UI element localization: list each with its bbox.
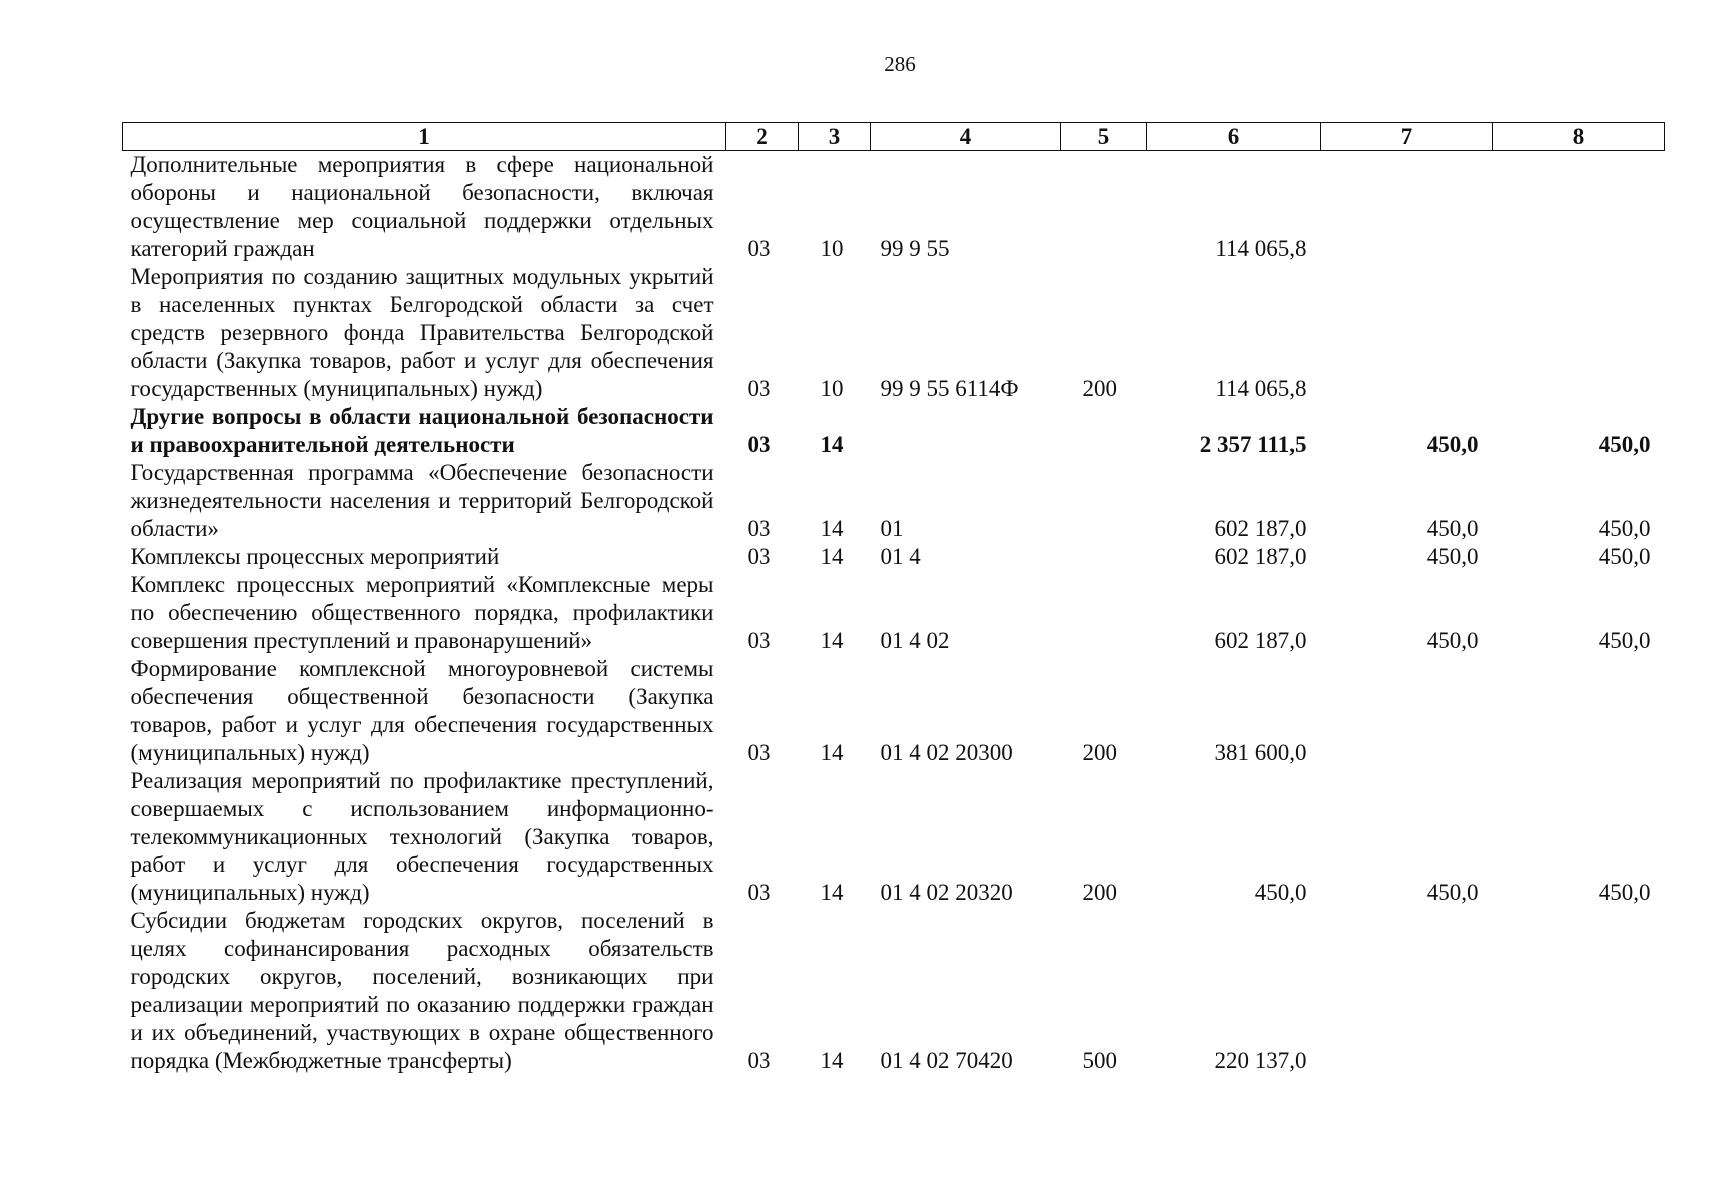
row-section: 03 [747, 740, 771, 765]
row-target-article: 99 9 55 [880, 236, 950, 261]
row-name: Комплекс процессных мероприятий «Комплексные меры по обеспечению общественного порядка, профилактики совершения преступлений и правонарушений» [130, 572, 714, 653]
header-row [123, 123, 1665, 151]
page-number: 286 [884, 52, 916, 76]
row-amount-col7: 450,0 [1426, 516, 1479, 541]
row-name: Реализация мероприятий по профилактике преступлений, совершаемых с использованием информационно-телекоммуникационных технологий (Закупка товаров, работ и услуг для обеспечения государственных (муниципальных) нужд) [130, 768, 714, 905]
row-amount-col6: 450,0 [1254, 880, 1307, 905]
table-row [123, 655, 1665, 767]
row-section: 03 [747, 628, 771, 653]
row-amount-col6: 602 187,0 [1214, 544, 1307, 569]
row-name: Другие вопросы в области национальной безопасности и правоохранительной деятельности [130, 404, 714, 457]
table-row [123, 151, 1665, 264]
header-col-2: 2 [726, 123, 799, 151]
row-amount-col7 [1321, 907, 1493, 1075]
row-subsection: 10 [820, 236, 844, 261]
row-amount-col6: 602 187,0 [1214, 516, 1307, 541]
row-expense-type: 200 [1082, 880, 1117, 905]
row-target-article: 01 4 02 20300 [880, 740, 1013, 765]
row-section: 03 [747, 236, 771, 261]
row-section: 03 [747, 516, 771, 541]
row-amount-col7 [1321, 655, 1493, 767]
row-subsection: 14 [820, 544, 844, 569]
header-col-8: 8 [1493, 123, 1665, 151]
row-expense-type: 500 [1082, 1048, 1117, 1073]
table-row [123, 907, 1665, 1075]
row-expense-type: 200 [1082, 376, 1117, 401]
row-subsection: 14 [820, 628, 844, 653]
row-expense-type [1061, 151, 1147, 264]
row-subsection: 10 [820, 376, 844, 401]
row-amount-col8: 450,0 [1598, 544, 1651, 569]
row-section: 03 [747, 376, 771, 401]
row-expense-type: 200 [1082, 740, 1117, 765]
row-subsection: 14 [820, 1048, 844, 1073]
row-amount-col6: 2 357 111,5 [1199, 432, 1307, 457]
row-target-article: 01 4 02 20320 [880, 880, 1013, 905]
row-target-article: 01 4 [880, 544, 921, 569]
row-amount-col7: 450,0 [1426, 544, 1479, 569]
table-row [123, 263, 1665, 403]
row-name: Субсидии бюджетам городских округов, поселений в целях софинансирования расходных обязательств городских округов, поселений, возникающих при реализации мероприятий по оказанию поддержки граждан и их объединений, участвующих в охране общественного порядка (Межбюджетные трансферты) [130, 908, 714, 1073]
table-row [123, 571, 1665, 655]
row-target-article: 01 [880, 516, 904, 541]
table-header [123, 123, 1665, 151]
header-col-5: 5 [1061, 123, 1147, 151]
row-expense-type [1061, 571, 1147, 655]
table-body [123, 151, 1665, 1076]
budget-page [122, 122, 1664, 1075]
row-target-article: 99 9 55 6114Ф [880, 376, 1019, 401]
row-name: Дополнительные мероприятия в сфере национальной обороны и национальной безопасности, включая осуществление мер социальной поддержки отдельных категорий граждан [130, 152, 714, 261]
row-amount-col6: 381 600,0 [1214, 740, 1307, 765]
row-section: 03 [747, 432, 771, 457]
row-amount-col6: 220 137,0 [1214, 1048, 1307, 1073]
row-target-article [871, 403, 1061, 459]
row-name: Комплексы процессных мероприятий [130, 544, 500, 569]
row-amount-col7 [1321, 151, 1493, 264]
row-amount-col7 [1321, 263, 1493, 403]
row-expense-type [1061, 459, 1147, 543]
row-subsection: 14 [820, 740, 844, 765]
row-amount-col6: 602 187,0 [1214, 628, 1307, 653]
row-amount-col8: 450,0 [1598, 432, 1651, 457]
row-target-article: 01 4 02 70420 [880, 1048, 1013, 1073]
row-amount-col8 [1493, 263, 1665, 403]
row-target-article: 01 4 02 [880, 628, 950, 653]
row-section: 03 [747, 544, 771, 569]
row-amount-col6: 114 065,8 [1215, 236, 1307, 261]
header-col-7: 7 [1321, 123, 1493, 151]
header-col-3: 3 [799, 123, 871, 151]
table-row [123, 767, 1665, 907]
row-subsection: 14 [820, 432, 844, 457]
row-amount-col7: 450,0 [1426, 432, 1479, 457]
row-amount-col8 [1493, 655, 1665, 767]
row-amount-col8: 450,0 [1598, 516, 1651, 541]
row-amount-col8: 450,0 [1598, 880, 1651, 905]
row-amount-col8 [1493, 151, 1665, 264]
header-col-1: 1 [123, 123, 726, 151]
row-expense-type [1061, 543, 1147, 571]
row-name: Мероприятия по созданию защитных модульных укрытий в населенных пунктах Белгородской области за счет средств резервного фонда Правительства Белгородской области (Закупка товаров, работ и услуг для обеспечения государственных (муниципальных) нужд) [130, 264, 714, 401]
header-col-6: 6 [1147, 123, 1321, 151]
row-section: 03 [747, 1048, 771, 1073]
row-amount-col8 [1493, 907, 1665, 1075]
header-col-4: 4 [871, 123, 1061, 151]
table-row [123, 459, 1665, 543]
row-amount-col6: 114 065,8 [1215, 376, 1307, 401]
row-subsection: 14 [820, 516, 844, 541]
budget-table [122, 122, 1665, 1075]
row-amount-col8: 450,0 [1598, 628, 1651, 653]
row-amount-col7: 450,0 [1426, 628, 1479, 653]
row-subsection: 14 [820, 880, 844, 905]
row-name: Формирование комплексной многоуровневой системы обеспечения общественной безопасности (Закупка товаров, работ и услуг для обеспечения государственных (муниципальных) нужд) [130, 656, 714, 765]
row-section: 03 [747, 880, 771, 905]
row-expense-type [1061, 403, 1147, 459]
table-row [123, 543, 1665, 571]
row-name: Государственная программа «Обеспечение безопасности жизнедеятельности населения и территорий Белгородской области» [130, 460, 714, 541]
table-row [123, 403, 1665, 459]
row-amount-col7: 450,0 [1426, 880, 1479, 905]
